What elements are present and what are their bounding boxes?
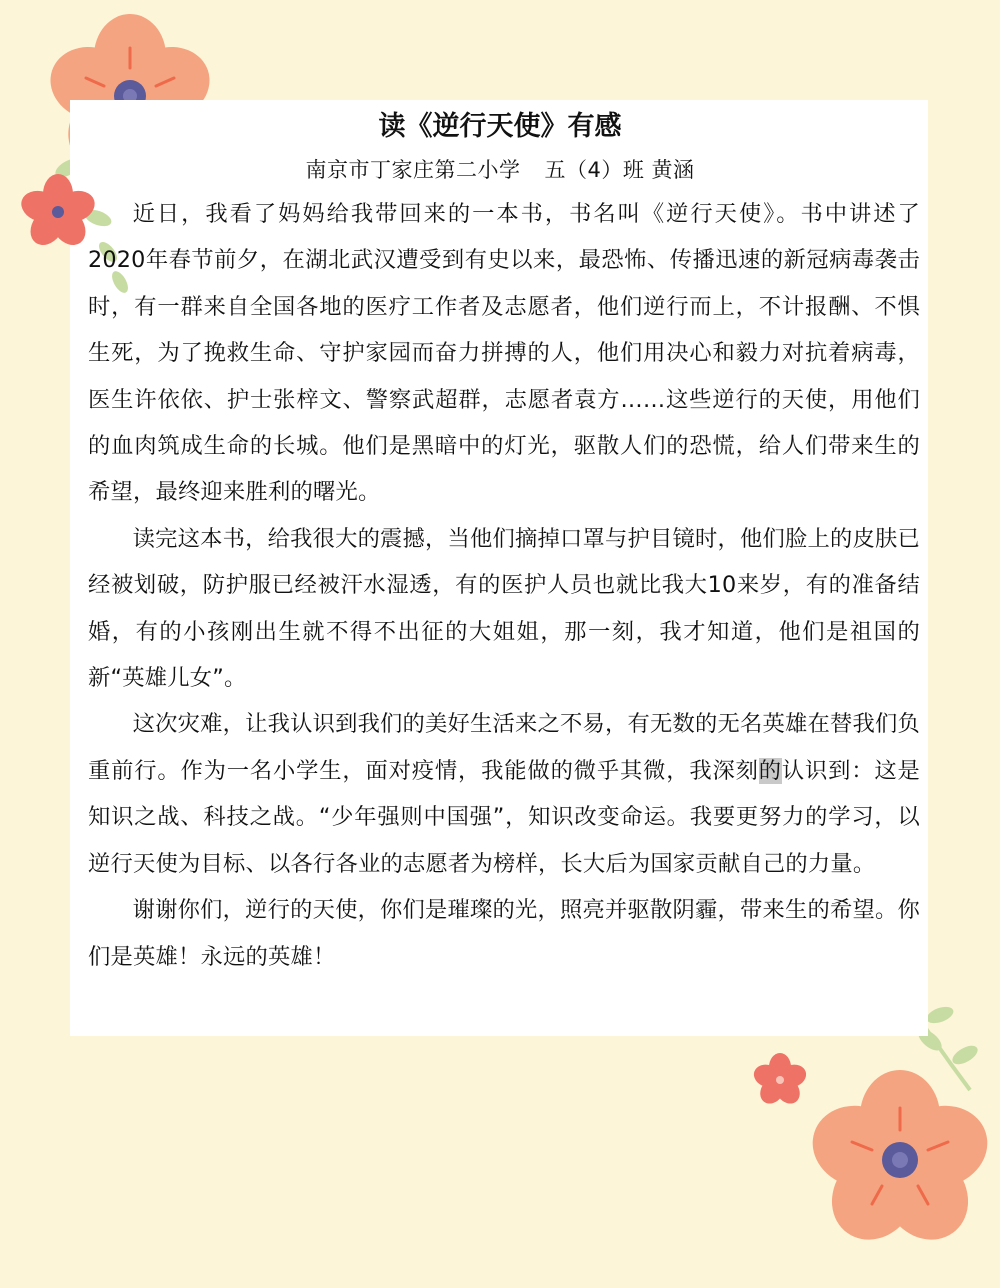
small-flower-icon (751, 1053, 809, 1108)
class-name: 五（4）班 (544, 158, 645, 182)
flower-icon (802, 1070, 998, 1256)
essay-body (88, 191, 920, 980)
paragraph: 读完这本书，给我很大的震撼，当他们摘掉口罩与护目镜时，他们脸上的皮肤已经被划破，防护服已经被汗水湿透，有的医护人员也就比我大10来岁，有的准备结婚，有的小孩刚出生就不得不出征的大姐姐，那一刻，我才知道，他们是祖国的新“英雄儿女”。 (88, 525, 920, 692)
school-name: 南京市丁家庄第二小学 (305, 158, 521, 182)
byline (0, 154, 1000, 184)
paragraph: 谢谢你们，逆行的天使，你们是璀璨的光，照亮并驱散阴霾，带来生的希望。你们是英雄！永远的英雄！ (88, 897, 920, 970)
text-selection-highlight[interactable]: 的 (758, 757, 782, 784)
paragraph-text: 认识到：这是知识之战、科技之战。“少年强则中国强”，知识改变命运。我要更努力的学习，以逆行天使为目标、以各行各业的志愿者为榜样，长大后为国家贡献自己的力量。 (88, 757, 920, 877)
paragraph (88, 701, 920, 887)
author-name: 黄涵 (651, 158, 695, 182)
essay-title: 读《逆行天使》有感 (378, 111, 622, 142)
paragraph-text: 这次灾难，让我认识到我们的美好生活来之不易，有无数的无名英雄在替我们负重前行。作为一名小学生，面对疫情，我能做的微乎其微，我深刻 (88, 711, 920, 784)
paragraph: 近日，我看了妈妈给我带回来的一本书，书名叫《逆行天使》。书中讲述了2020年春节前夕，在湖北武汉遭受到有史以来，最恐怖、传播迅速的新冠病毒袭击时，有一群来自全国各地的医疗工作者及志愿者，他们逆行而上，不计报酬、不惧生死，为了挽救生命、守护家园而奋力拼搏的人，他们用决心和毅力对抗着病毒，医生许依依、护士张梓文、警察武超群，志愿者袁方……这些逆行的天使，用他们的血肉筑成生命的长城。他们是黑暗中的灯光，驱散人们的恐慌，给人们带来生的希望，最终迎来胜利的曙光。 (88, 201, 920, 506)
